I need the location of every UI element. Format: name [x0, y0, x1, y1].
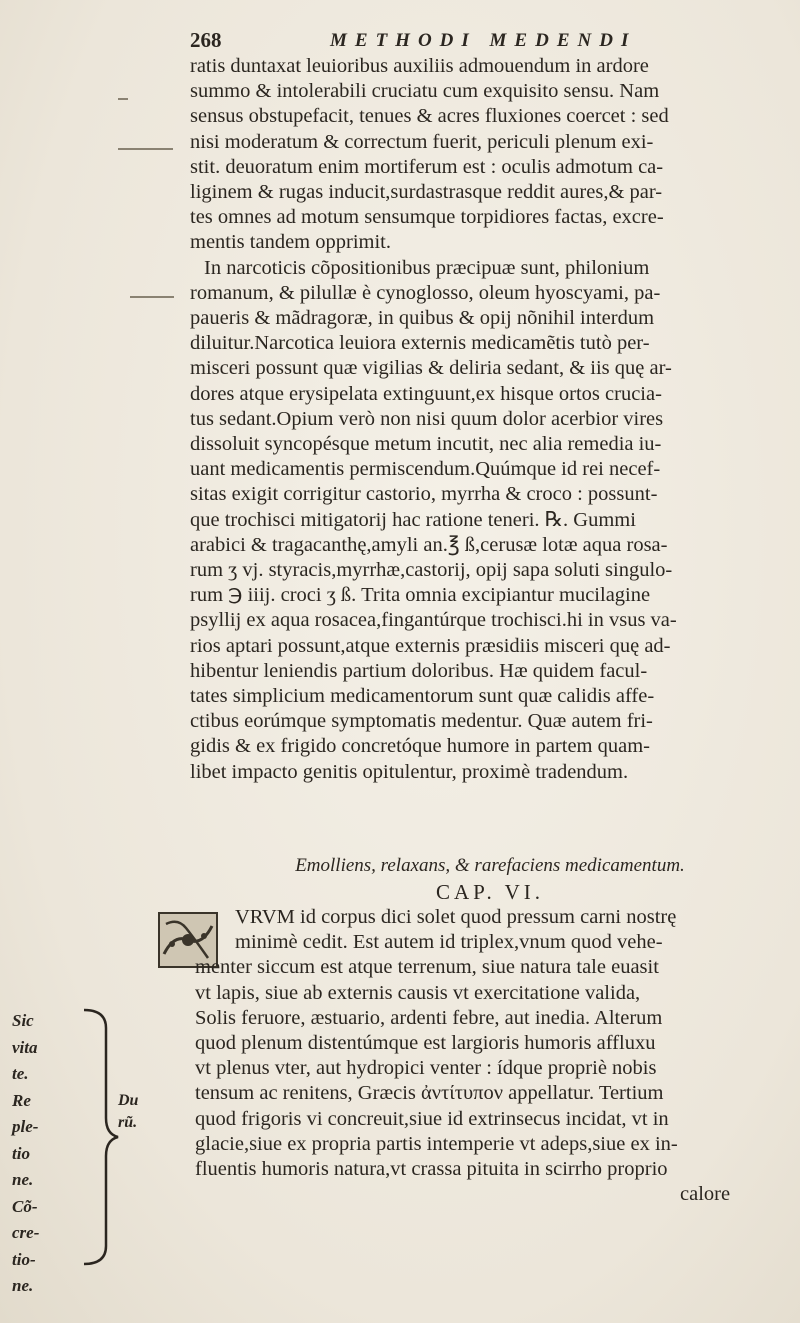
- text-line: tates simplicium medicamentorum sunt quæ calidis affe-: [190, 685, 655, 708]
- text-line: ratis duntaxat leuioribus auxiliis admouendum in ardore: [190, 55, 649, 77]
- margin-word: Re: [12, 1090, 31, 1110]
- marginal-tick: [118, 148, 173, 150]
- margin-word: te.: [12, 1064, 29, 1083]
- margin-word: Sic: [12, 1011, 34, 1030]
- text-line: sitas exigit corrigitur castorio, myrrha & croco : possunt-: [190, 483, 658, 506]
- margin-word: ne.: [12, 1276, 34, 1295]
- margin-word: cre-: [12, 1223, 40, 1242]
- text-line: quod plenum distentúmque est largioris humoris affluxu: [195, 1032, 656, 1055]
- text-line: vt plenus vter, aut hydropici venter : ídque propriè nobis: [195, 1057, 657, 1080]
- text-line: vt lapis, siue ab externis causis vt exercitatione valida,: [195, 981, 641, 1004]
- text-line: calore: [680, 1183, 731, 1206]
- text-line: rum ℈ iiij. croci ʒ ß. Trita omnia excipiantur mucilagine: [190, 584, 651, 607]
- text-line: ctibus eorúmque symptomatis medentur. Quæ autem fri-: [190, 710, 653, 733]
- paragraph-1: [190, 54, 790, 785]
- text-line: quod frigoris vi concreuit,siue id extrinsecus incidat, vt in: [195, 1107, 669, 1130]
- text-line: liginem & rugas inducit,surdastrasque reddit aures,& par-: [190, 181, 663, 204]
- marginal-tick: [118, 98, 128, 100]
- chapter-body: [140, 905, 795, 1207]
- text-line: hibentur leniendis partium doloribus. Hæ quidem facul-: [190, 659, 648, 682]
- section-subtitle: Emolliens, relaxans, & rarefaciens medicamentum.: [295, 855, 685, 876]
- marginal-tick: [130, 296, 174, 298]
- text-line: paueris & mãdragoræ, in quibus & opij nõnihil interdum: [190, 307, 655, 330]
- text-line: psyllij ex aqua rosacea,fingantúrque trochisci.hi in vsus va-: [190, 609, 677, 632]
- running-title: METHODI MEDENDI: [330, 30, 637, 51]
- text-line: tus sedant.Opium verò non nisi quum dolor acerbior vires: [190, 407, 664, 430]
- chapter-heading: CAP. VI.: [435, 880, 545, 904]
- margin-word: vita: [12, 1037, 38, 1057]
- text-line: dissoluit syncopésque metum incutit, nec alia remedia iu-: [190, 433, 662, 456]
- text-line: gidis & ex frigido concretóque humore in partem quam-: [190, 735, 650, 758]
- text-line: romanum, & pilullæ è cynoglosso, oleum hyoscyami, pa-: [190, 281, 661, 304]
- text-line: rios aptari possunt,atque externis præsidiis misceri quę ad-: [190, 634, 671, 657]
- margin-word: tio: [12, 1143, 30, 1163]
- text-line: sensus obstupefacit, tenues & acres fluxiones coercet : sed: [190, 105, 669, 128]
- text-line: summo & intolerabili cruciatu cum exquisito sensu. Nam: [190, 80, 660, 103]
- text-line: arabici & tragacanthę,amyli an.℥ ß,cerusæ lotæ aqua rosa-: [190, 533, 668, 556]
- text-line: dores atque erysipelata extinguunt,ex hisque ortos crucia-: [190, 382, 662, 405]
- text-line: mentis tandem opprimit.: [190, 231, 391, 254]
- text-line: Solis feruore, æstuario, ardenti febre, aut inedia. Alterum: [195, 1006, 663, 1029]
- text-line: menter siccum est atque terrenum, siue natura tale euasit: [195, 956, 659, 979]
- running-head: [190, 22, 790, 56]
- text-line: uant medicamentis permiscendum.Quúmque id rei necef-: [190, 458, 661, 481]
- text-line: diluitur.Narcotica leuiora externis medicamẽtis tutò per-: [190, 332, 650, 355]
- text-line: VRVM id corpus dici solet quod pressum carni nostrę: [235, 906, 677, 928]
- text-line: fluentis humoris natura,vt crassa pituita in scirrho proprio: [195, 1158, 668, 1181]
- margin-note-right: [118, 1090, 158, 1134]
- text-line: glacie,siue ex propria partis intemperie vt adeps,siue ex in-: [195, 1132, 678, 1155]
- text-line: rum ʒ vj. styracis,myrrhæ,castorij, opij sapa soluti singulo-: [190, 559, 673, 582]
- margin-word: ple-: [12, 1117, 39, 1136]
- text-line: minimè cedit. Est autem id triplex,vnum quod vehe-: [235, 931, 663, 954]
- margin-word: ne.: [12, 1170, 34, 1189]
- page-number: 268: [190, 28, 222, 52]
- text-line: tes omnes ad motum sensumque torpidiores factas, excre-: [190, 206, 664, 229]
- margin-word: Du: [118, 1092, 139, 1109]
- text-line: nisi moderatum & correctum fuerit, periculi plenum exi-: [190, 130, 654, 153]
- text-line: libet impacto genitis opitulentur, proximè tradendum.: [190, 760, 629, 783]
- text-line: stit. deuoratum enim mortiferum est : oculis admotum ca-: [190, 155, 664, 178]
- text-line: misceri possunt quæ vigilias & deliria sedant, & iis quę ar-: [190, 357, 672, 380]
- text-line: In narcoticis cõpositionibus præcipuæ sunt, philonium: [204, 256, 650, 279]
- margin-note-left: [12, 1008, 82, 1300]
- text-line: que trochisci mitigatorij hac ratione teneri. ℞. Gummi: [190, 508, 636, 531]
- brace-icon: [80, 1006, 120, 1268]
- margin-word: rũ.: [118, 1114, 138, 1131]
- text-line: tensum ac renitens, Græcis ἀντίτυπον appellatur. Tertium: [195, 1082, 664, 1105]
- margin-word: tio-: [12, 1249, 36, 1269]
- margin-word: Cõ-: [12, 1196, 38, 1216]
